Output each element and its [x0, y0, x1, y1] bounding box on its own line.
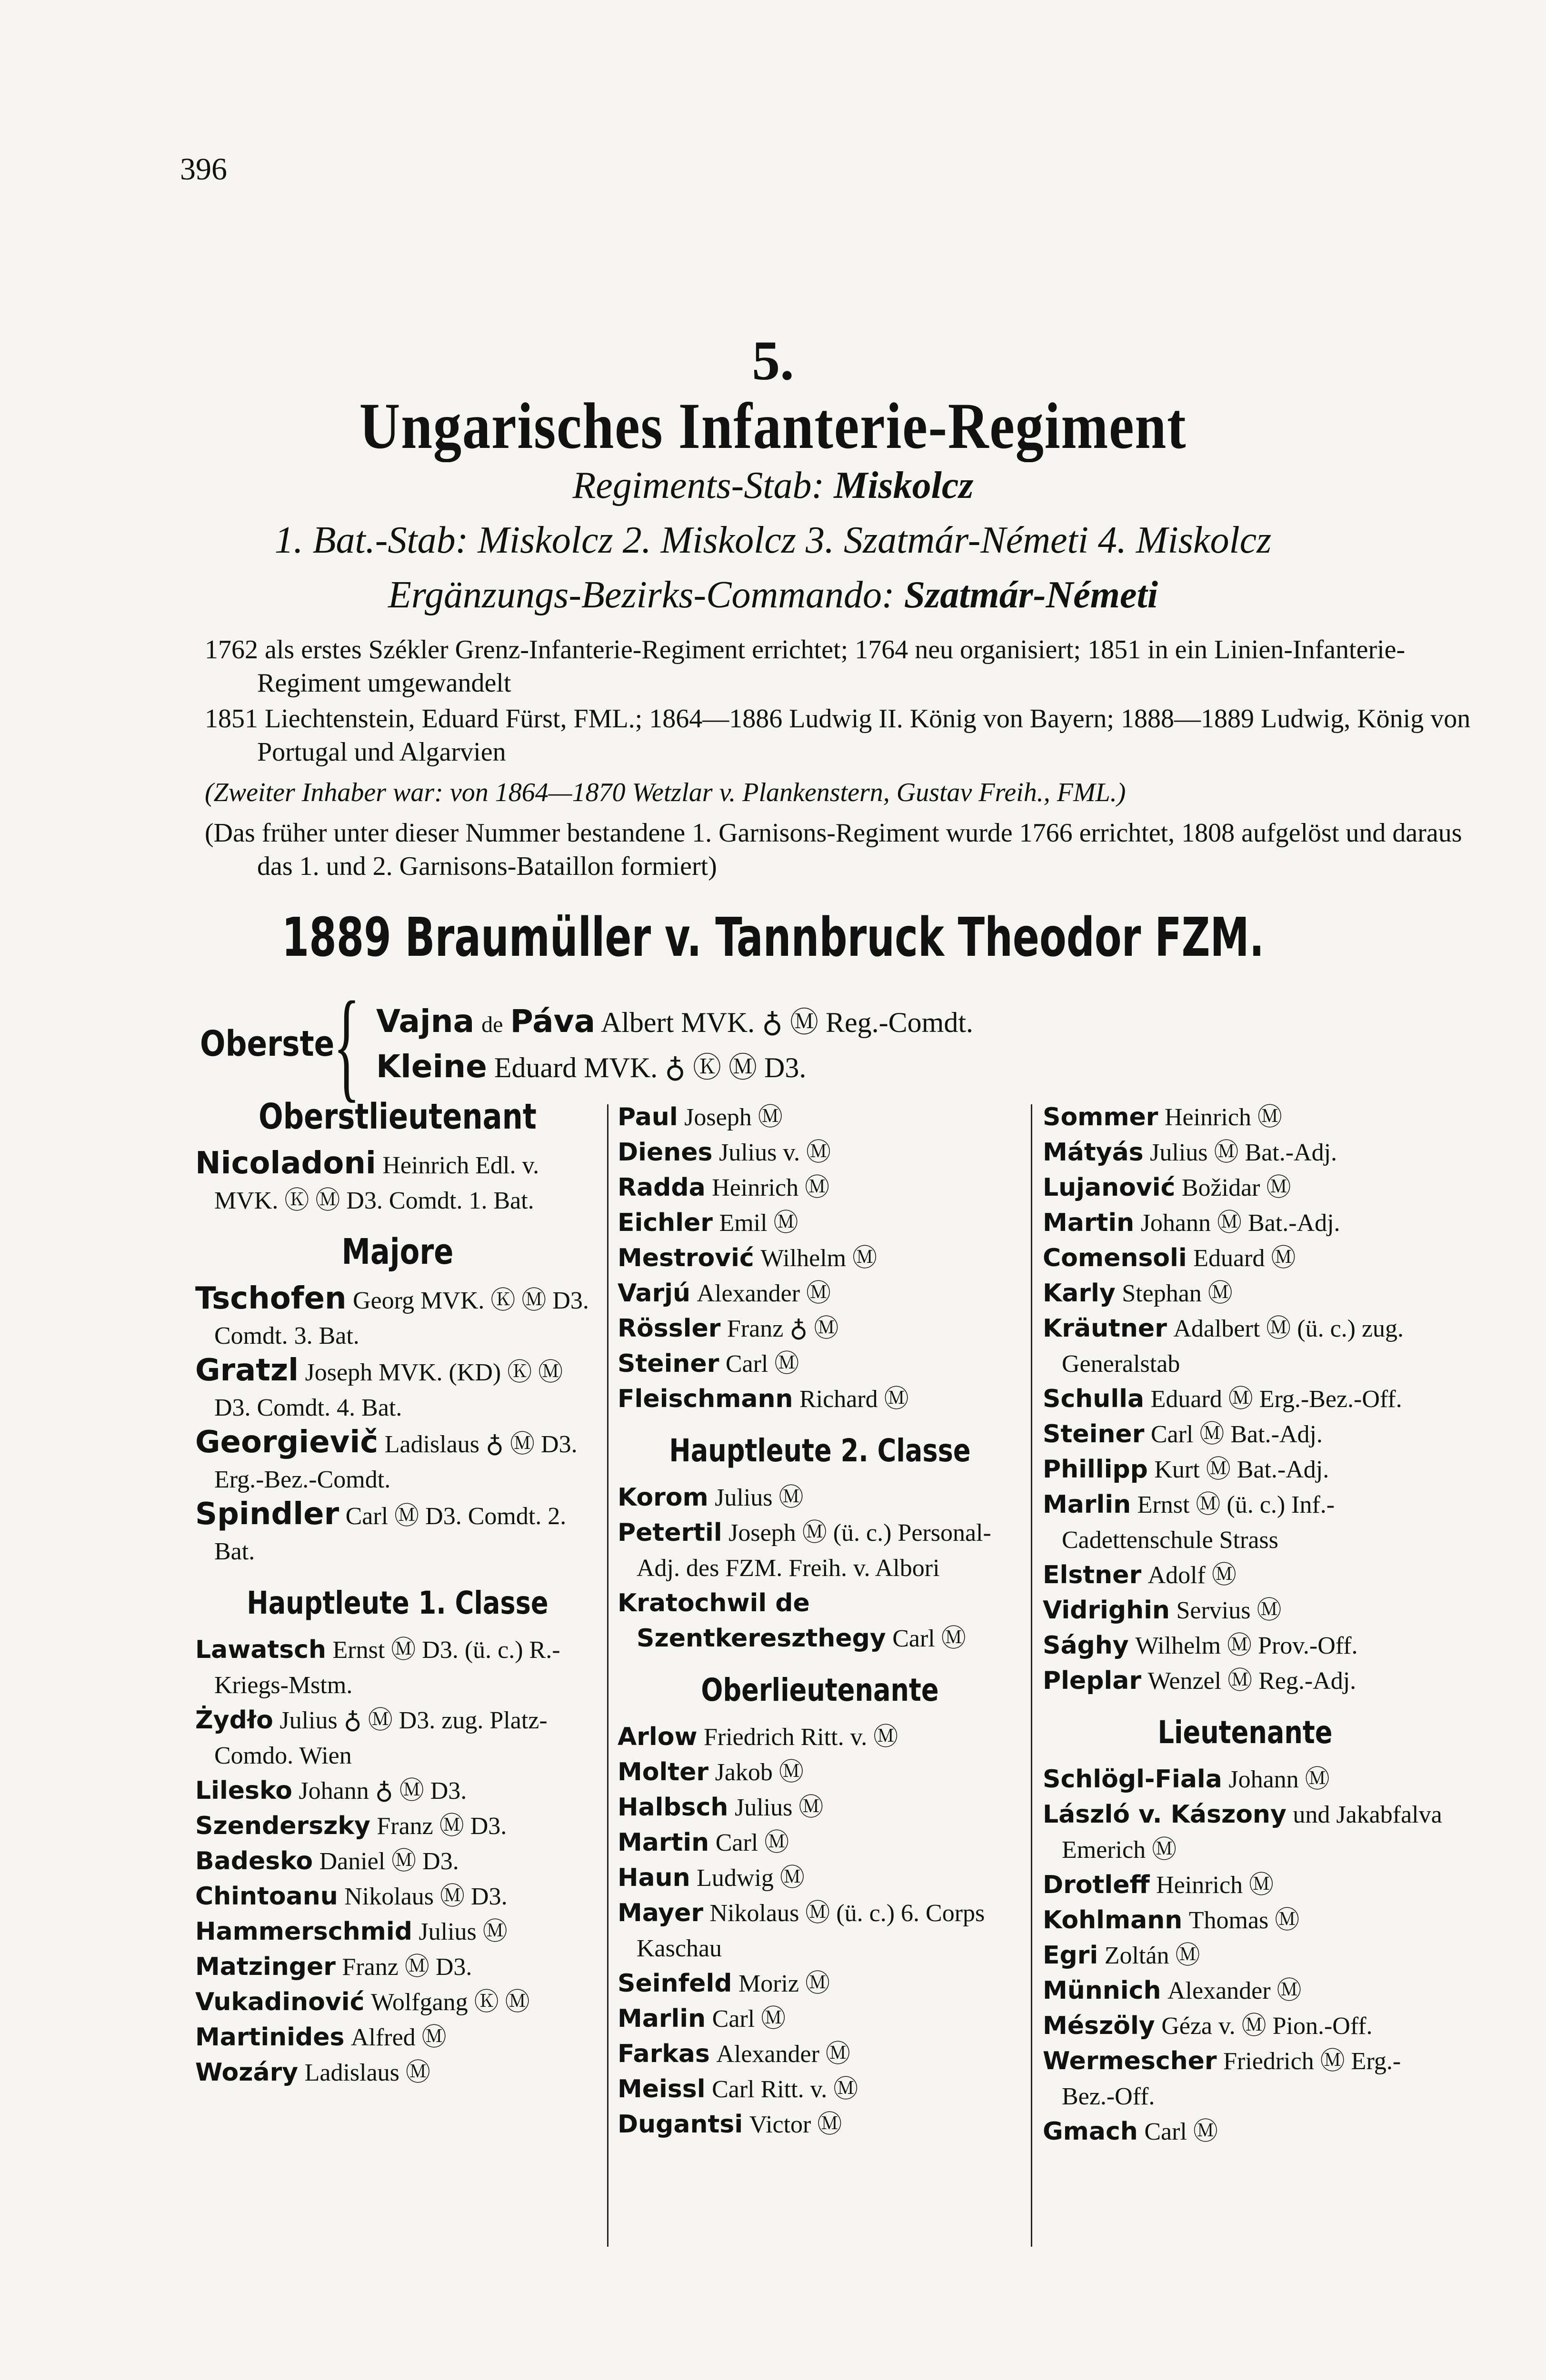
entry-name: Lawatsch: [195, 1636, 327, 1664]
entry-name: Mátyás: [1043, 1138, 1144, 1167]
entry-details: Carl Ⓜ: [725, 1350, 799, 1378]
entry-details: Julius Ⓜ Bat.-Adj.: [1150, 1139, 1337, 1166]
list-item: [1043, 1593, 1447, 1628]
entry-name: Hammerschmid: [195, 1917, 412, 1946]
list-item: [618, 2036, 1022, 2072]
entry-details: Franz Ⓜ D3.: [377, 1813, 507, 1840]
list-item: [618, 1966, 1022, 2001]
list-item: [618, 1135, 1022, 1170]
list-item: [1043, 1557, 1447, 1593]
list-item: [1043, 1170, 1447, 1205]
history-paragraph-1: 1762 als erstes Székler Grenz-Infanterie-Regiment errichtet; 1764 neu organisiert; 1851 in ein Linien-Infanterie-Regiment umgewandelt: [205, 635, 1406, 698]
entry-name: Spindler: [195, 1497, 339, 1532]
entry-name: Drotleff: [1043, 1871, 1150, 1899]
entry-name: Martin: [1043, 1209, 1135, 1237]
column-divider: [1031, 1104, 1032, 2247]
oberste-name: Kleine: [376, 1048, 487, 1085]
entry-name: Nicoladoni: [195, 1146, 376, 1181]
entry-details: Ludwig Ⓜ: [697, 1864, 805, 1892]
oberste-details: Albert MVK. ♁ Ⓜ Reg.-Comdt.: [600, 1007, 974, 1038]
section-heading-hauptleute-2: Hauptleute 2. Classe: [669, 1432, 971, 1469]
list-item: [1043, 1205, 1447, 1240]
entry-name: Mészöly: [1043, 2012, 1155, 2040]
entry-details: Moriz Ⓜ: [738, 1970, 830, 1997]
list-item: [1043, 1240, 1447, 1276]
list-item: [1043, 2114, 1447, 2149]
entry-details: Ernst Ⓜ (ü. c.) Inf.-Cadettenschule Strass: [1062, 1491, 1335, 1554]
entry-name: Dienes: [618, 1138, 713, 1167]
entry-name: Petertil: [618, 1518, 722, 1547]
column-b: [618, 1100, 1022, 2142]
entry-name: Kohlmann: [1043, 1906, 1183, 1934]
entry-details: Carl Ⓜ: [1144, 2118, 1218, 2145]
entry-details: Emil Ⓜ: [719, 1210, 798, 1237]
entry-details: Heinrich Ⓜ: [1164, 1104, 1282, 1131]
entry-details: Joseph MVK. (KD) Ⓚ Ⓜ D3. Comdt. 4. Bat.: [214, 1359, 563, 1421]
entry-details: Franz ♁ Ⓜ: [727, 1315, 839, 1342]
entry-name: Egri: [1043, 1941, 1098, 1970]
list-item: [618, 2072, 1022, 2107]
entry-details: und Jakabfalva Emerich Ⓜ: [1062, 1801, 1442, 1864]
ergaenzung-place: Szatmár-Németi: [904, 574, 1158, 616]
entry-name: László v. Kászony: [1043, 1800, 1287, 1829]
brace-symbol: {: [333, 976, 360, 1113]
entry-name: Schlögl-Fiala: [1043, 1765, 1222, 1794]
entry-name: Pleplar: [1043, 1666, 1141, 1695]
list-item: [1043, 1381, 1447, 1417]
regiment-title: Ungarisches Infanterie-Regiment: [359, 389, 1187, 462]
list-item: [1043, 1628, 1447, 1663]
entry-name: Elstner: [1043, 1561, 1142, 1589]
entry-name: Mayer: [618, 1899, 704, 1927]
entry-name: Korom: [618, 1483, 708, 1512]
entry-name: Mestrović: [618, 1244, 754, 1272]
entry-details: Franz Ⓜ D3.: [342, 1954, 472, 1981]
list-item: [1043, 1452, 1447, 1487]
entry-name: Radda: [618, 1173, 706, 1202]
entry-name: Martin: [618, 1828, 709, 1857]
entry-details: Georg MVK. Ⓚ Ⓜ D3. Comdt. 3. Bat.: [214, 1287, 589, 1349]
entry-name: Wozáry: [195, 2058, 299, 2087]
list-item: [195, 1497, 600, 1569]
entry-name: Paul: [618, 1103, 678, 1131]
entry-name: Georgievič: [195, 1425, 379, 1460]
entry-details: Heinrich Ⓜ: [1156, 1872, 1274, 1899]
oberste-particle: de: [481, 1012, 503, 1037]
entry-details: Ladislaus Ⓜ: [304, 2059, 430, 2086]
entry-name: Meissl: [618, 2075, 706, 2103]
section-heading-majore: Majore: [341, 1231, 454, 1272]
entry-details: Carl Ⓜ: [715, 1829, 789, 1856]
list-item: [1043, 1487, 1447, 1557]
entry-name: Badesko: [195, 1847, 313, 1875]
list-item: [1043, 1417, 1447, 1452]
oberste-details: Eduard MVK. ♁ Ⓚ Ⓜ D3.: [494, 1052, 807, 1083]
list-item: [618, 1276, 1022, 1311]
list-item: [195, 1808, 600, 1844]
entry-name: Schulla: [1043, 1385, 1145, 1413]
list-item: [1043, 1867, 1447, 1903]
page-number: 396: [180, 152, 227, 187]
list-item: [618, 1311, 1022, 1346]
list-item: [195, 1632, 600, 1703]
entry-details: Julius ♁ Ⓜ D3. zug. Platz-Comdo. Wien: [214, 1707, 548, 1769]
entry-name: Molter: [618, 1758, 709, 1786]
list-item: [618, 1480, 1022, 1515]
list-item: [195, 1984, 600, 2020]
column-c: [1043, 1100, 1447, 2149]
battalion-stations: 1. Bat.-Stab: Miskolcz 2. Miskolcz 3. Szatmár-Németi 4. Miskolcz: [274, 519, 1272, 561]
history-paragraph-3: (Zweiter Inhaber war: von 1864—1870 Wetzlar v. Plankenstern, Gustav Freih., FML.): [205, 778, 1126, 807]
list-item: [1043, 1276, 1447, 1311]
section-heading-oberlieutenante: Oberlieutenante: [701, 1672, 939, 1708]
entry-details: Thomas Ⓜ: [1188, 1907, 1300, 1934]
entry-details: Kurt Ⓜ Bat.-Adj.: [1154, 1456, 1329, 1483]
entry-name: Fleischmann: [618, 1385, 793, 1413]
entry-name: Marlin: [1043, 1490, 1131, 1519]
list-item: [618, 1790, 1022, 1825]
history-paragraph-2: 1851 Liechtenstein, Eduard Fürst, FML.; 1864—1886 Ludwig II. König von Bayern; 1888—1889 Ludwig, König von Portugal und Algarvien: [205, 704, 1471, 767]
entry-details: Julius Ⓜ: [419, 1918, 508, 1945]
entry-details: Julius v. Ⓜ: [719, 1139, 831, 1166]
entry-details: Božidar Ⓜ: [1181, 1174, 1291, 1201]
entry-details: Richard Ⓜ: [799, 1386, 909, 1413]
section-heading-hauptleute-1: Hauptleute 1. Classe: [247, 1585, 549, 1621]
list-item: [618, 2001, 1022, 2036]
stab-place: Miskolcz: [834, 465, 974, 506]
entry-details: Stephan Ⓜ: [1122, 1280, 1233, 1307]
column-a: [195, 1096, 600, 2090]
list-item: [1043, 2008, 1447, 2043]
entry-name: Lujanović: [1043, 1173, 1176, 1202]
list-item: [1043, 1797, 1447, 1867]
list-item: [618, 1381, 1022, 1417]
entry-details: Wolfgang Ⓚ Ⓜ: [370, 1989, 530, 2016]
entry-name: Arlow: [618, 1723, 698, 1751]
regiment-number: 5.: [752, 329, 794, 392]
entry-details: Alexander Ⓜ: [1167, 1977, 1302, 2004]
entry-name: Tschofen: [195, 1281, 347, 1316]
entry-details: Jakob Ⓜ: [715, 1759, 804, 1786]
list-item: [618, 1895, 1022, 1966]
list-item: [1043, 1663, 1447, 1698]
entry-details: Johann Ⓜ Bat.-Adj.: [1140, 1210, 1340, 1237]
entry-name: Kräutner: [1043, 1314, 1167, 1343]
oberste-row: [376, 1000, 973, 1041]
entry-name: Eichler: [618, 1209, 713, 1237]
entry-details: Eduard Ⓜ Erg.-Bez.-Off.: [1150, 1386, 1402, 1413]
list-item: [618, 1825, 1022, 1860]
list-item: [195, 2055, 600, 2090]
entry-details: Servius Ⓜ: [1176, 1597, 1282, 1624]
entry-details: Joseph Ⓜ (ü. c.) Personal-Adj. des FZM. Freih. v. Albori: [637, 1519, 991, 1582]
ergaenzung-label: Ergänzungs-Bezirks-Commando:: [388, 574, 895, 616]
section-heading-lieutenante: Lieutenante: [1157, 1714, 1333, 1751]
list-item: [1043, 1973, 1447, 2008]
entry-name: Sághy: [1043, 1631, 1129, 1660]
oberste-name-2: Páva: [510, 1003, 596, 1040]
stab-label: Regiments-Stab:: [572, 465, 825, 506]
entry-details: Friedrich Ⓜ Erg.-Bez.-Off.: [1062, 2048, 1401, 2110]
entry-details: Ernst Ⓜ D3. (ü. c.) R.-Kriegs-Mstm.: [214, 1636, 560, 1699]
list-item: [195, 1146, 600, 1218]
entry-details: Friedrich Ritt. v. Ⓜ: [703, 1724, 898, 1751]
entry-name: Haun: [618, 1864, 690, 1892]
entry-details: Carl Ritt. v. Ⓜ: [712, 2076, 858, 2103]
list-item: [618, 1170, 1022, 1205]
oberste-row: [376, 1045, 806, 1086]
entry-details: Johann Ⓜ: [1228, 1766, 1330, 1793]
entry-details: Victor Ⓜ: [749, 2111, 842, 2138]
ergaenzung-line: [0, 574, 1546, 617]
list-item: [195, 1773, 600, 1808]
entry-name: Vukadinović: [195, 1988, 365, 2016]
list-item: [195, 1949, 600, 1984]
entry-name: Sommer: [1043, 1103, 1158, 1131]
entry-details: Alexander Ⓜ: [697, 1280, 831, 1307]
entry-details: Géza v. Ⓜ Pion.-Off.: [1161, 2013, 1373, 2040]
list-item: [1043, 2043, 1447, 2114]
list-item: [195, 1914, 600, 1949]
list-item: [195, 1844, 600, 1879]
list-item: [618, 2107, 1022, 2142]
list-item: [1043, 1938, 1447, 1973]
regiments-stab: [0, 464, 1546, 507]
entry-name: Phillipp: [1043, 1455, 1148, 1484]
entry-details: Alexander Ⓜ: [716, 2041, 850, 2068]
list-item: [618, 1860, 1022, 1895]
entry-details: Carl Ⓜ: [712, 2005, 786, 2033]
list-item: [618, 1100, 1022, 1135]
entry-details: Julius Ⓜ: [715, 1484, 804, 1511]
entry-details: Daniel Ⓜ D3.: [319, 1848, 459, 1875]
entry-name: Vidrighin: [1043, 1596, 1170, 1625]
entry-name: Szenderszky: [195, 1812, 370, 1840]
entry-name: Gmach: [1043, 2117, 1138, 2146]
entry-details: Joseph Ⓜ: [684, 1104, 783, 1131]
entry-name: Chintoanu: [195, 1882, 338, 1911]
oberste-label: Oberste: [200, 1023, 335, 1064]
entry-details: Johann ♁ Ⓜ D3.: [299, 1777, 467, 1805]
entry-details: Heinrich Ⓜ: [712, 1174, 830, 1201]
entry-details: Wilhelm Ⓜ: [760, 1245, 878, 1272]
entry-details: Heinrich Edl. v. MVK. Ⓚ Ⓜ D3. Comdt. 1. Bat.: [214, 1152, 539, 1214]
entry-name: Wermescher: [1043, 2047, 1217, 2075]
entry-name: Kratochwil de Szentkereszthegy: [618, 1589, 886, 1653]
entry-name: Rössler: [618, 1314, 721, 1343]
list-item: [195, 1353, 600, 1425]
list-item: [1043, 1311, 1447, 1381]
list-item: [195, 1281, 600, 1353]
entry-details: Ladislaus ♁ Ⓜ D3. Erg.-Bez.-Comdt.: [214, 1431, 578, 1493]
list-item: [1043, 1903, 1447, 1938]
entry-details: Carl Ⓜ D3. Comdt. 2. Bat.: [214, 1503, 567, 1565]
entry-details: Julius Ⓜ: [734, 1794, 824, 1821]
list-item: [1043, 1762, 1447, 1797]
entry-details: Wilhelm Ⓜ Prov.-Off.: [1135, 1632, 1358, 1659]
entry-details: Adolf Ⓜ: [1147, 1562, 1237, 1589]
entry-details: Nikolaus Ⓜ D3.: [344, 1883, 508, 1910]
list-item: [618, 1205, 1022, 1240]
entry-name: Comensoli: [1043, 1244, 1187, 1272]
entry-name: Seinfeld: [618, 1969, 732, 1998]
entry-details: Carl Ⓜ: [892, 1625, 966, 1652]
entry-name: Steiner: [618, 1349, 719, 1378]
list-item: [618, 1515, 1022, 1586]
entry-name: Marlin: [618, 2004, 706, 2033]
regiment-owner: 1889 Braumüller v. Tannbruck Theodor FZM.: [281, 907, 1265, 969]
entry-name: Varjú: [618, 1279, 690, 1308]
oberste-name: Vajna: [376, 1003, 475, 1040]
section-heading-oberstlieutenant: Oberstlieutenant: [259, 1096, 537, 1137]
entry-name: Karly: [1043, 1279, 1116, 1308]
entry-name: Steiner: [1043, 1420, 1145, 1448]
entry-details: Adalbert Ⓜ (ü. c.) zug. Generalstab: [1062, 1315, 1404, 1378]
list-item: [618, 1586, 1022, 1656]
list-item: [195, 1879, 600, 1914]
list-item: [195, 2020, 600, 2055]
column-divider: [607, 1104, 608, 2247]
list-item: [618, 1755, 1022, 1790]
entry-name: Martinides: [195, 2023, 345, 2052]
entry-details: Wenzel Ⓜ Reg.-Adj.: [1147, 1667, 1356, 1695]
list-item: [195, 1425, 600, 1497]
list-item: [1043, 1135, 1447, 1170]
list-item: [618, 1719, 1022, 1755]
entry-name: Gratzl: [195, 1353, 299, 1388]
entry-details: Nikolaus Ⓜ (ü. c.) 6. Corps Kaschau: [637, 1900, 985, 1962]
entry-details: Zoltán Ⓜ: [1104, 1942, 1200, 1969]
entry-name: Farkas: [618, 2040, 710, 2068]
history-paragraph-4: (Das früher unter dieser Nummer bestandene 1. Garnisons-Regiment wurde 1766 errichtet, 1808 aufgelöst und daraus das 1. und 2. Garnisons-Bataillon formiert): [205, 818, 1462, 881]
entry-details: Alfred Ⓜ: [350, 2024, 447, 2051]
list-item: [1043, 1100, 1447, 1135]
list-item: [618, 1346, 1022, 1381]
entry-name: Dugantsi: [618, 2110, 743, 2139]
entry-details: Carl Ⓜ Bat.-Adj.: [1150, 1421, 1323, 1448]
list-item: [195, 1703, 600, 1773]
list-item: [618, 1240, 1022, 1276]
entry-name: Żydło: [195, 1706, 273, 1735]
entry-name: Matzinger: [195, 1953, 336, 1981]
entry-name: Münnich: [1043, 1976, 1161, 2005]
entry-details: Eduard Ⓜ: [1193, 1245, 1296, 1272]
entry-name: Halbsch: [618, 1793, 728, 1822]
entry-name: Lilesko: [195, 1776, 292, 1805]
